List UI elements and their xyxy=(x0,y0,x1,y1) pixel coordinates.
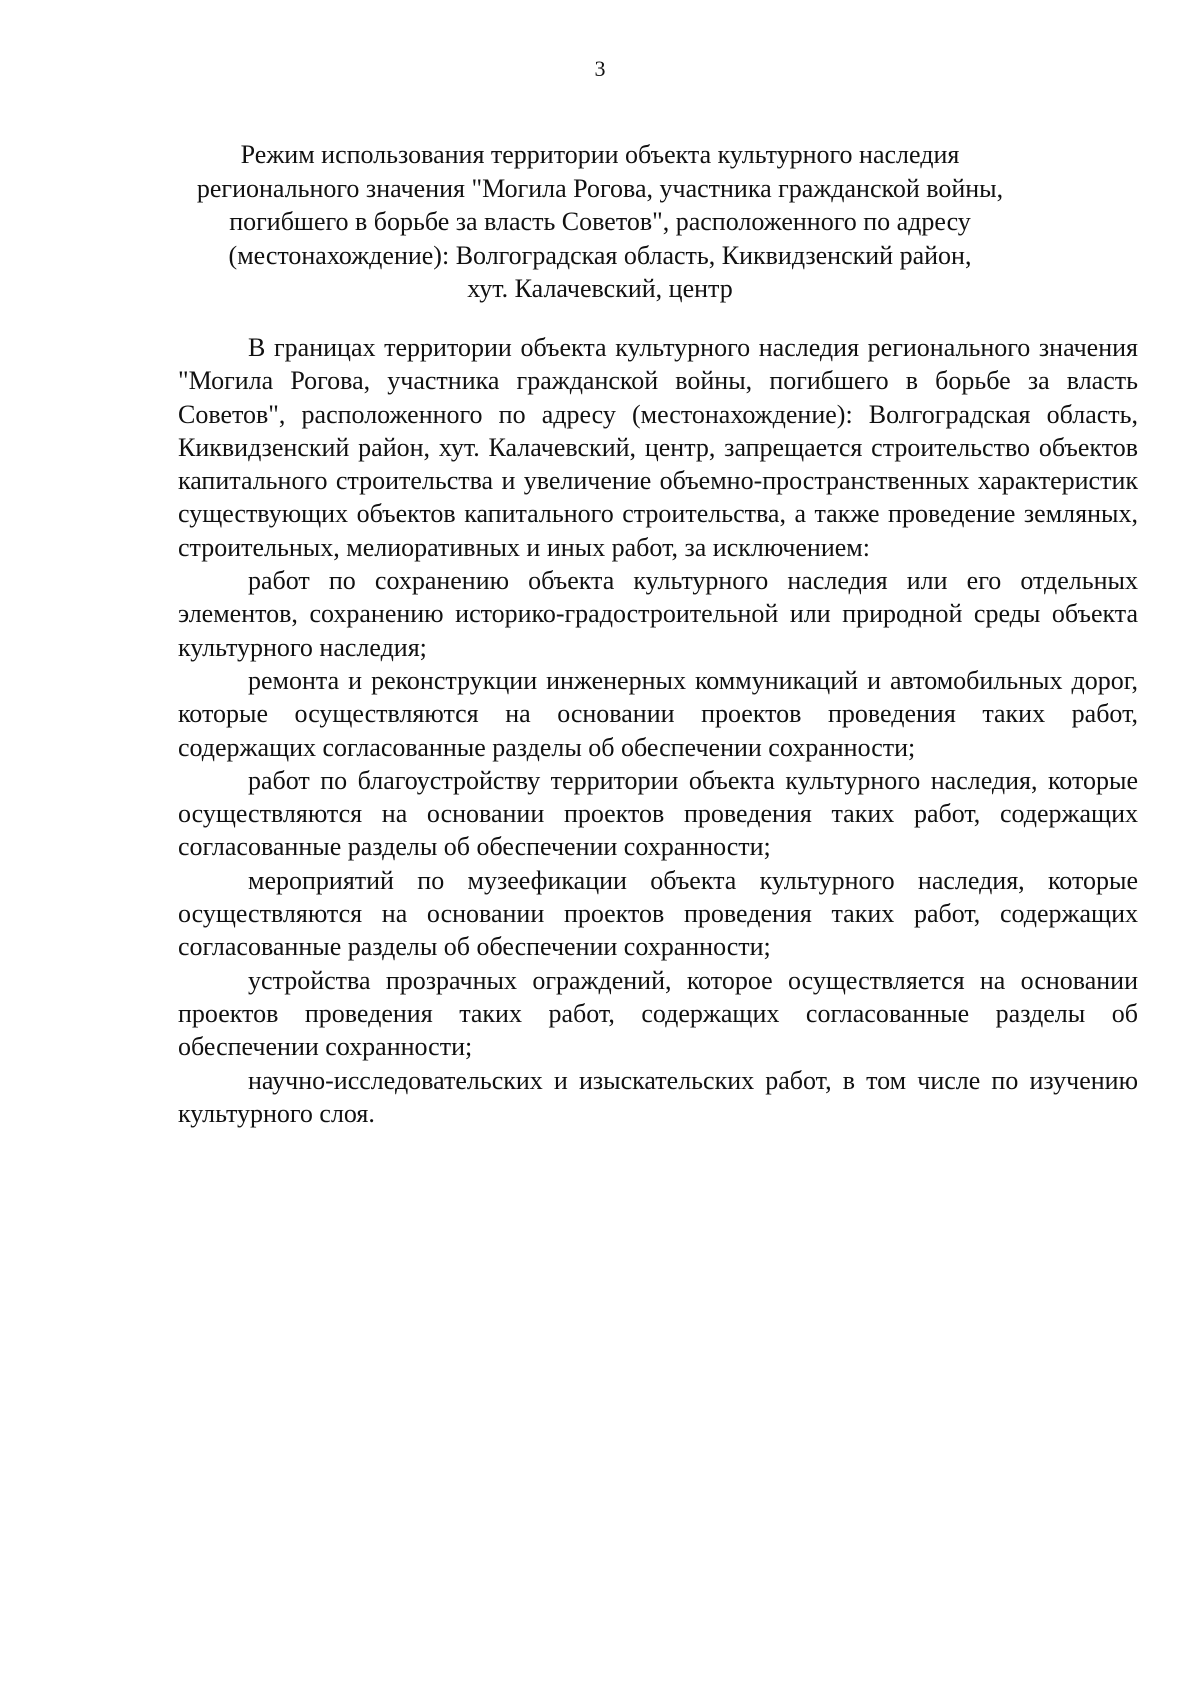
exception-item: устройства прозрачных ограждений, которое осуществляется на основании проектов проведения таких работ, содержащих согласованные разделы об обеспечении сохранности; xyxy=(178,965,1138,1062)
title-line: регионального значения "Могила Рогова, участника гражданской войны, xyxy=(196,173,1004,203)
exception-item: работ по сохранению объекта культурного наследия или его отдельных элементов, сохранению историко-градостроительной или природной среды объекта культурного наследия; xyxy=(178,566,1138,662)
exception-item: ремонта и реконструкции инженерных коммуникаций и автомобильных дорог, которые осуществляются на основании проектов проведения таких работ, содержащих согласованные разделы об обеспечении сохранности; xyxy=(178,665,1138,762)
exception-item: работ по благоустройству территории объекта культурного наследия, которые осуществляются на основании проектов проведения таких работ, содержащих согласованные разделы об обеспечении сохранности; xyxy=(178,765,1138,862)
document-title xyxy=(170,138,1030,306)
exception-item: мероприятий по музеефикации объекта культурного наследия, которые осуществляются на основании проектов проведения таких работ, содержащих согласованные разделы об обеспечении сохранности; xyxy=(178,865,1138,962)
exception-item: научно-исследовательских и изыскательских работ, в том числе по изучению культурного слоя. xyxy=(178,1065,1138,1128)
title-line: хут. Калачевский, центр xyxy=(467,274,733,304)
body-paragraph-intro: В границах территории объекта культурного наследия регионального значения "Могила Рогова, участника гражданской войны, погибшего в борьбе за власть Советов", расположенного по адресу (местонахождение): Волгоградская область, Киквидзенский район, хут. Калачевский, центр, запрещается строительство объектов капитального строительства и увеличение объемно-пространственных характеристик существующих объектов капитального строительства, а также проведение земляных, строительных, мелиоративных и иных работ, за исключением: xyxy=(178,333,1138,562)
page-number: 3 xyxy=(594,56,606,81)
title-line: (местонахождение): Волгоградская область, Киквидзенский район, xyxy=(228,240,972,270)
title-line: погибшего в борьбе за власть Советов", расположенного по адресу xyxy=(229,207,971,237)
title-line: Режим использования территории объекта культурного наследия xyxy=(240,140,960,169)
document-body xyxy=(178,331,1138,1130)
